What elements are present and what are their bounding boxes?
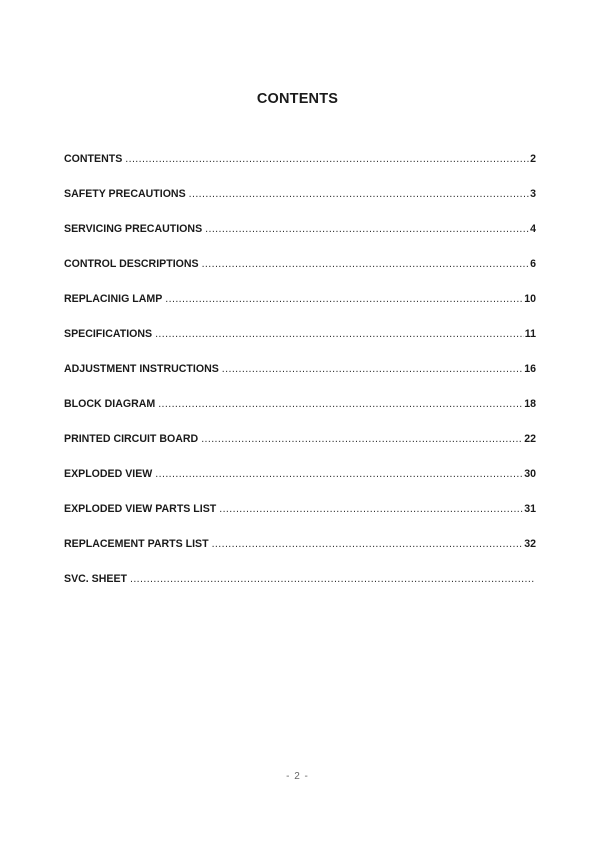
toc-entry-page: 11 [524,328,536,340]
dot-leader [152,328,524,340]
toc-entry-title: EXPLODED VIEW PARTS LIST [64,503,217,515]
dot-leader [186,188,529,200]
toc-entry-page: 31 [524,503,536,515]
toc-entry-title: BLOCK DIAGRAM [64,398,156,410]
toc-entry-title: REPLACINIG LAMP [64,293,163,305]
toc-entry [64,573,536,608]
toc-entry-page: 10 [524,293,536,305]
toc-entry-page: 3 [530,188,536,200]
toc-entry-title: SERVICING PRECAUTIONS [64,223,203,235]
dot-leader [219,363,523,375]
toc-entry-page: 18 [524,398,536,410]
toc-entry-page: 22 [524,433,536,445]
toc-entry [64,188,536,223]
toc-entry-title: PRINTED CIRCUIT BOARD [64,433,199,445]
toc-entry [64,433,536,468]
table-of-contents [64,153,536,608]
toc-entry [64,293,536,328]
dot-leader [216,503,523,515]
dot-leader [202,223,529,235]
toc-entry-title: CONTROL DESCRIPTIONS [64,258,199,270]
toc-entry-page: 30 [524,468,536,480]
dot-leader [127,573,535,585]
toc-entry-title: SAFETY PRECAUTIONS [64,188,186,200]
toc-entry [64,328,536,363]
toc-entry [64,503,536,538]
toc-entry [64,538,536,573]
page-number: - 2 - [286,771,309,782]
toc-entry [64,363,536,398]
page-title: CONTENTS [256,90,339,107]
dot-leader [199,258,530,270]
toc-entry-title: EXPLODED VIEW [64,468,153,480]
toc-entry [64,258,536,293]
toc-entry-title: SPECIFICATIONS [64,328,153,340]
toc-entry [64,153,536,188]
toc-entry-title: CONTENTS [64,153,123,165]
dot-leader [155,398,523,410]
dot-leader [162,293,523,305]
dot-leader [209,538,524,550]
toc-entry-page: 32 [524,538,536,550]
toc-entry-title: REPLACEMENT PARTS LIST [64,538,209,550]
toc-entry-page: 4 [530,223,536,235]
toc-entry [64,398,536,433]
toc-entry-title: ADJUSTMENT INSTRUCTIONS [64,363,219,375]
dot-leader [122,153,529,165]
dot-leader [152,468,523,480]
toc-entry [64,223,536,258]
toc-entry-page: 6 [530,258,536,270]
toc-entry-title: SVC. SHEET [64,573,127,585]
dot-leader [198,433,523,445]
toc-entry [64,468,536,503]
toc-entry-page: 16 [524,363,536,375]
toc-entry-page: 2 [530,153,536,165]
